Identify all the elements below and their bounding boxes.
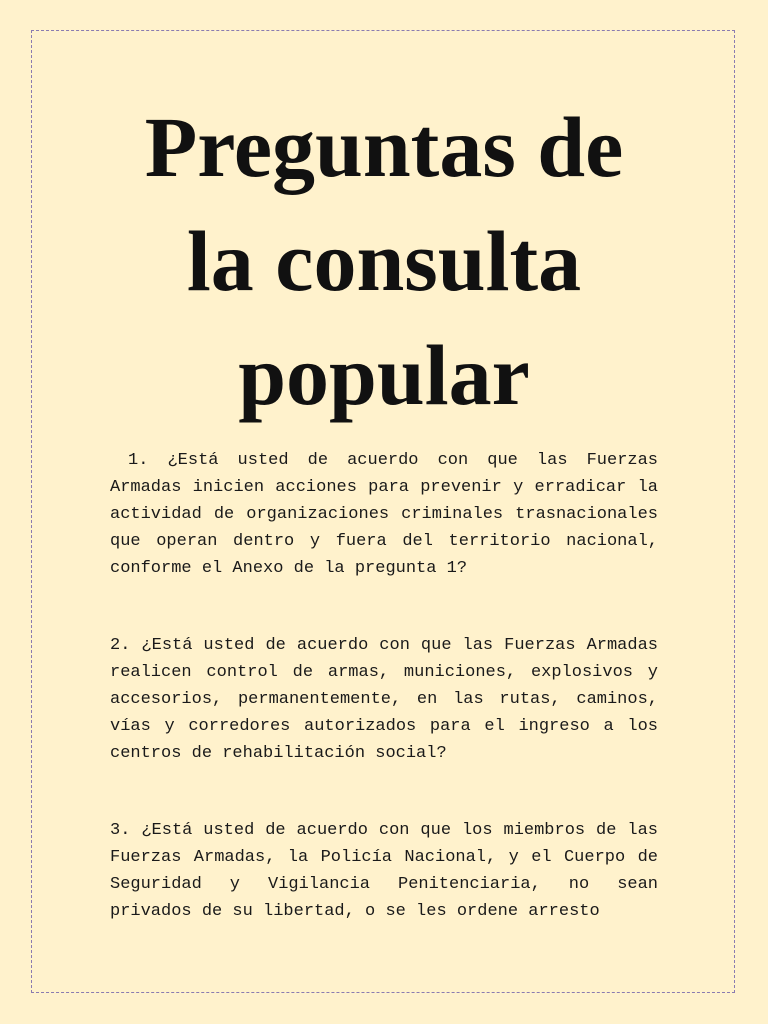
page-title <box>40 90 728 432</box>
title-line-2: la consulta <box>186 213 582 309</box>
question-1 <box>110 447 658 582</box>
question-2: 2. ¿Está usted de acuerdo con que las Fuerzas Armadas realicen control de armas, municiones, explosivos y accesorios, permanentemente, en las rutas, caminos, vías y corredores autorizados para el ingreso a los centros de rehabilitación social? <box>110 636 658 763</box>
question-3: 3. ¿Está usted de acuerdo con que los miembros de las Fuerzas Armadas, la Policía Nacional, y el Cuerpo de Seguridad y Vigilancia Penitenciaria, no sean privados de su libertad, o se les ordene arresto <box>110 821 658 921</box>
title-line-1: Preguntas de <box>144 99 624 195</box>
question-1-text: 1. ¿Está usted de acuerdo con que las Fuerzas Armadas inicien acciones para prevenir y erradicar la actividad de organizaciones criminales trasnacionales que operan dentro y fuera del territorio nacional, conforme el Anexo de la pregunta 1? <box>110 451 658 578</box>
title-line-3: popular <box>238 327 530 423</box>
